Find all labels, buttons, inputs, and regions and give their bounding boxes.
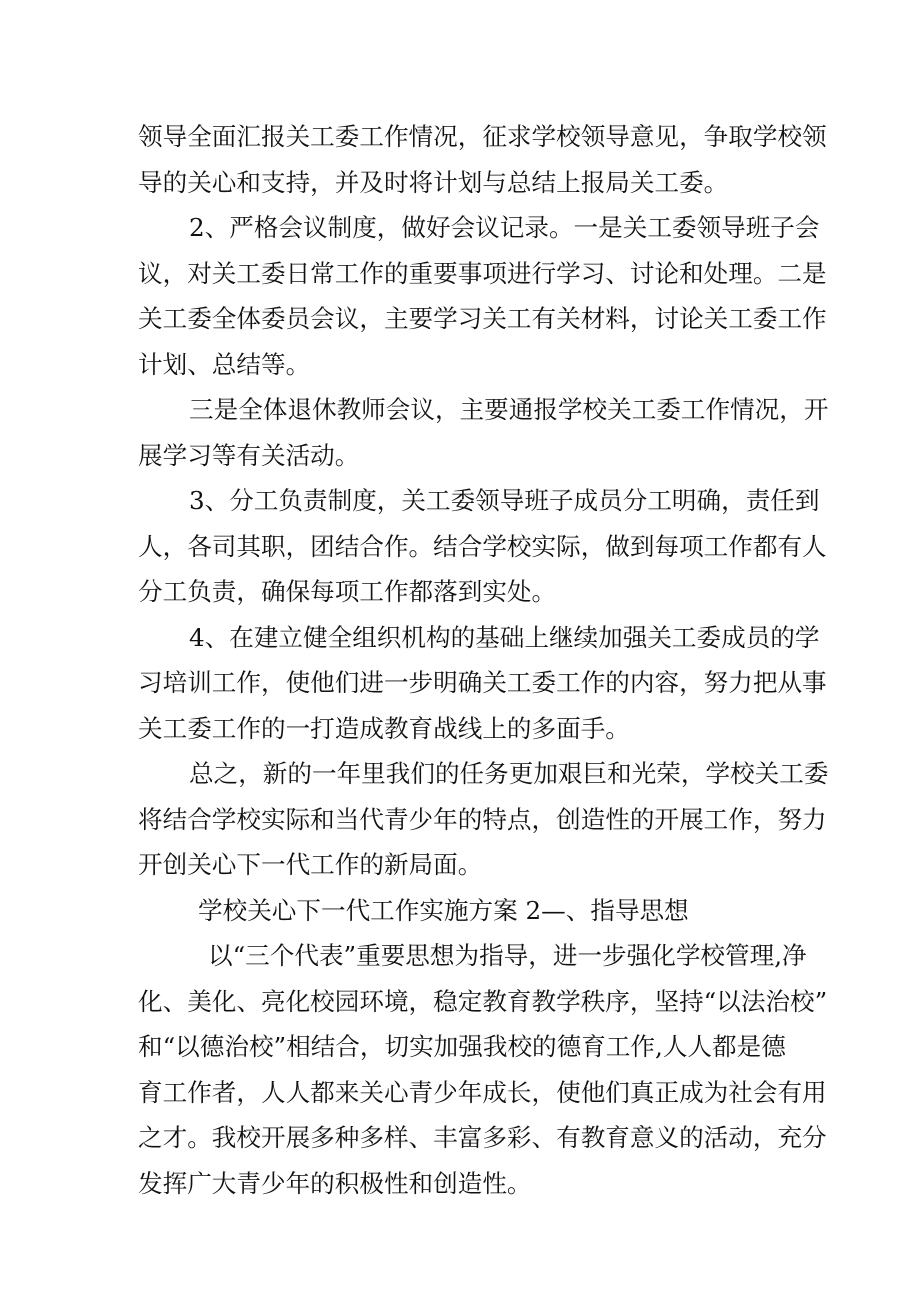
text-line: 展学习等有关活动。 [138, 440, 360, 470]
text-line: 计划、总结等。 [138, 349, 311, 379]
text-line: 化、美化、亮化校园环境，稳定教育教学秩序，坚持“以法治校” [138, 986, 828, 1016]
text-line: 2、严格会议制度，做好会议记录。一是关工委领导班子会 [189, 213, 820, 242]
text-line: 和“以德治校”相结合，切实加强我校的德育工作,人人都是德 [138, 1032, 786, 1061]
text-line: 三是全体退休教师会议，主要通报学校关工委工作情况，开 [189, 395, 829, 424]
text-line: 人，各司其职，团结合作。结合学校实际，做到每项工作都有人 [138, 531, 827, 561]
text-line: 议，对关工委日常工作的重要事项进行学习、讨论和处理。二是 [138, 258, 827, 288]
document-body [138, 114, 829, 1206]
text-line: 习培训工作，使他们进一步明确关工委工作的内容，努力把从事 [138, 668, 827, 697]
text-line: 以“三个代表”重要思想为指导，进一步强化学校管理,净 [208, 941, 807, 970]
text-line: 分工负责，确保每项工作都落到实处。 [138, 577, 557, 606]
text-line: 3、分工负责制度，关工委领导班子成员分工明确，责任到 [189, 486, 820, 515]
text-line: 领导全面汇报关工委工作情况，征求学校领导意见，争取学校领 [138, 122, 827, 151]
text-line: 发挥广大青少年的积极性和创造性。 [138, 1168, 532, 1198]
text-line: 总之，新的一年里我们的任务更加艰巨和光荣，学校关工委 [189, 759, 829, 788]
text-line: 4、在建立健全组织机构的基础上继续加强关工委成员的学 [189, 622, 820, 652]
text-line: 导的关心和支持，并及时将计划与总结上报局关工委。 [138, 167, 729, 197]
text-line: 关工委全体委员会议，主要学习关工有关材料，讨论关工委工作 [138, 304, 827, 333]
text-line: 开创关心下一代工作的新局面。 [138, 850, 483, 879]
text-line: 育工作者，人人都来关心青少年成长，使他们真正成为社会有用 [138, 1077, 827, 1107]
text-line: 之才。我校开展多种多样、丰富多彩、有教育意义的活动，充分 [138, 1123, 827, 1152]
text-line: 关工委工作的一打造成教育战线上的多面手。 [138, 713, 630, 743]
section-heading: 学校关心下一代工作实施方案 2—、指导思想 [198, 895, 689, 925]
text-line: 将结合学校实际和当代青少年的特点，创造性的开展工作，努力 [138, 804, 827, 834]
